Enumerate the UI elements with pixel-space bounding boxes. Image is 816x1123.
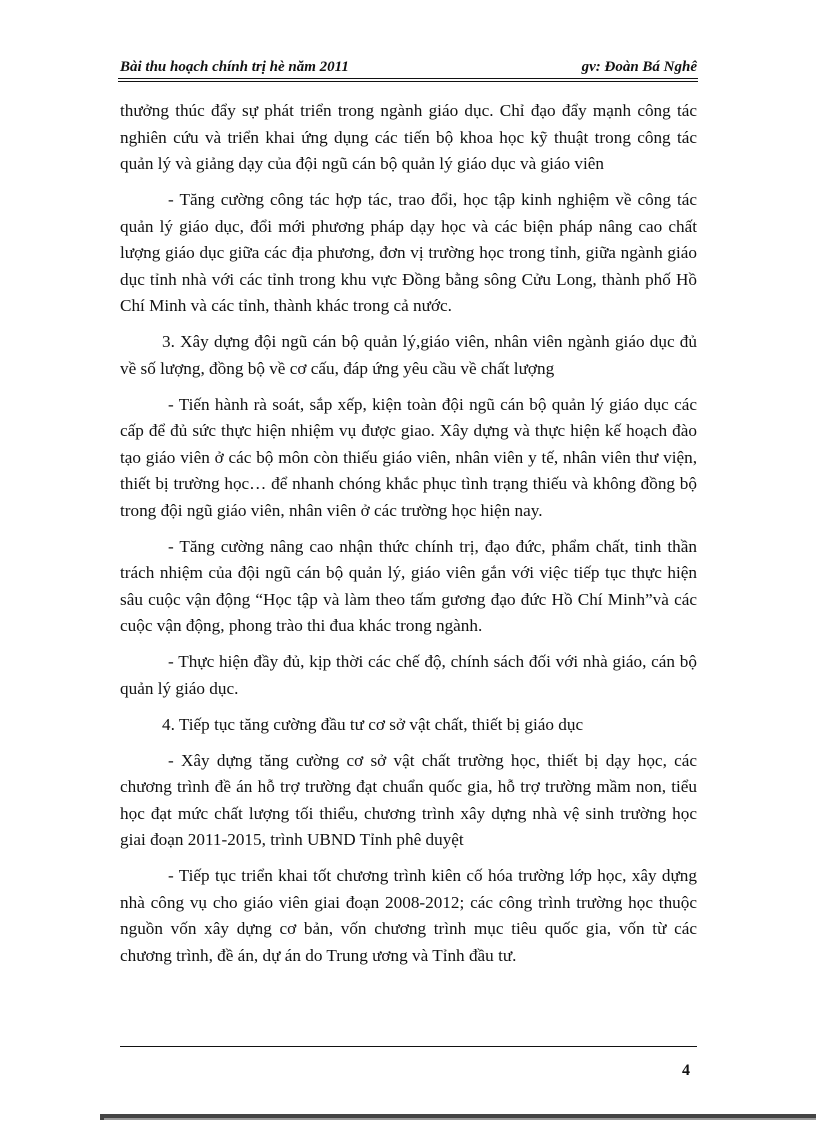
paragraph-bullet: - Tiến hành rà soát, sắp xếp, kiện toàn đội ngũ cán bộ quản lý giáo dục các cấp để đủ sức thực hiện nhiệm vụ được giao. Xây dựng và thực hiện kế hoạch đào tạo giáo viên ở các bộ môn còn thiếu giáo viên, nhân viên y tế, nhân viên thư viện, thiết bị trường học… để nhanh chóng khắc phục tình trạng thiếu và không đồng bộ trong đội ngũ giáo viên, nhân viên ở các trường học hiện nay. (120, 394, 697, 520)
header-rule (118, 78, 698, 82)
page-header (120, 54, 697, 76)
document-body (120, 98, 697, 979)
paragraph-continuation: thưởng thúc đẩy sự phát triển trong ngành giáo dục. Chỉ đạo đẩy mạnh công tác nghiên cứu và triển khai ứng dụng các tiến bộ khoa học kỹ thuật trong công tác quản lý và giảng dạy của đội ngũ cán bộ quản lý giáo dục và giáo viên (120, 101, 697, 173)
section-heading-4: 4. Tiếp tục tăng cường đầu tư cơ sở vật chất, thiết bị giáo dục (162, 714, 584, 734)
header-title: Bài thu hoạch chính trị hè năm 2011 (120, 59, 349, 75)
paragraph-bullet: - Tiếp tục triển khai tốt chương trình kiên cố hóa trường lớp học, xây dựng nhà công vụ cho giáo viên giai đoạn 2008-2012; các công trình trường học thuộc nguồn vốn xây dựng cơ bản, vốn chương trình mục tiêu quốc gia, vốn từ các chương trình, đề án, dự án do Trung ương và Tỉnh đầu tư. (120, 866, 697, 965)
page-number: 4 (682, 1062, 690, 1079)
paragraph-bullet: - Tăng cường công tác hợp tác, trao đổi, học tập kinh nghiệm về công tác quản lý giáo dục, đổi mới phương pháp dạy học và các biện pháp nâng cao chất lượng giáo dục giữa các địa phương, đơn vị trường học trong tỉnh, giữa ngành giáo dục tỉnh nhà với các tỉnh trong khu vực Đồng bằng sông Cửu Long, thành phố Hồ Chí Minh và các tỉnh, thành khác trong cả nước. (120, 190, 697, 315)
paragraph-bullet: - Thực hiện đầy đủ, kịp thời các chế độ, chính sách đối với nhà giáo, cán bộ quản lý giáo dục. (120, 652, 697, 698)
paragraph-bullet: - Xây dựng tăng cường cơ sở vật chất trường học, thiết bị dạy học, các chương trình đề án hỗ trợ trường đạt chuẩn quốc gia, hỗ trợ trường mầm non, tiểu học đạt mức chất lượng tối thiểu, chương trình xây dựng nhà vệ sinh trường học giai đoạn 2011-2015, trình UBND Tỉnh phê duyệt (120, 750, 697, 849)
footer-rule (120, 1046, 697, 1047)
section-heading-3: 3. Xây dựng đội ngũ cán bộ quản lý,giáo viên, nhân viên ngành giáo dục đủ về số lượng, đồng bộ về cơ cấu, đáp ứng yêu cầu về chất lượng (120, 332, 697, 378)
header-author: gv: Đoàn Bá Nghê (581, 59, 697, 75)
paragraph-bullet: - Tăng cường nâng cao nhận thức chính trị, đạo đức, phẩm chất, tinh thần trách nhiệm của đội ngũ cán bộ quản lý, giáo viên gắn với việc tiếp tục thực hiện sâu cuộc vận động “Học tập và làm theo tấm gương đạo đức Hồ Chí Minh”và các cuộc vận động, phong trào thi đua khác trong ngành. (120, 536, 697, 635)
